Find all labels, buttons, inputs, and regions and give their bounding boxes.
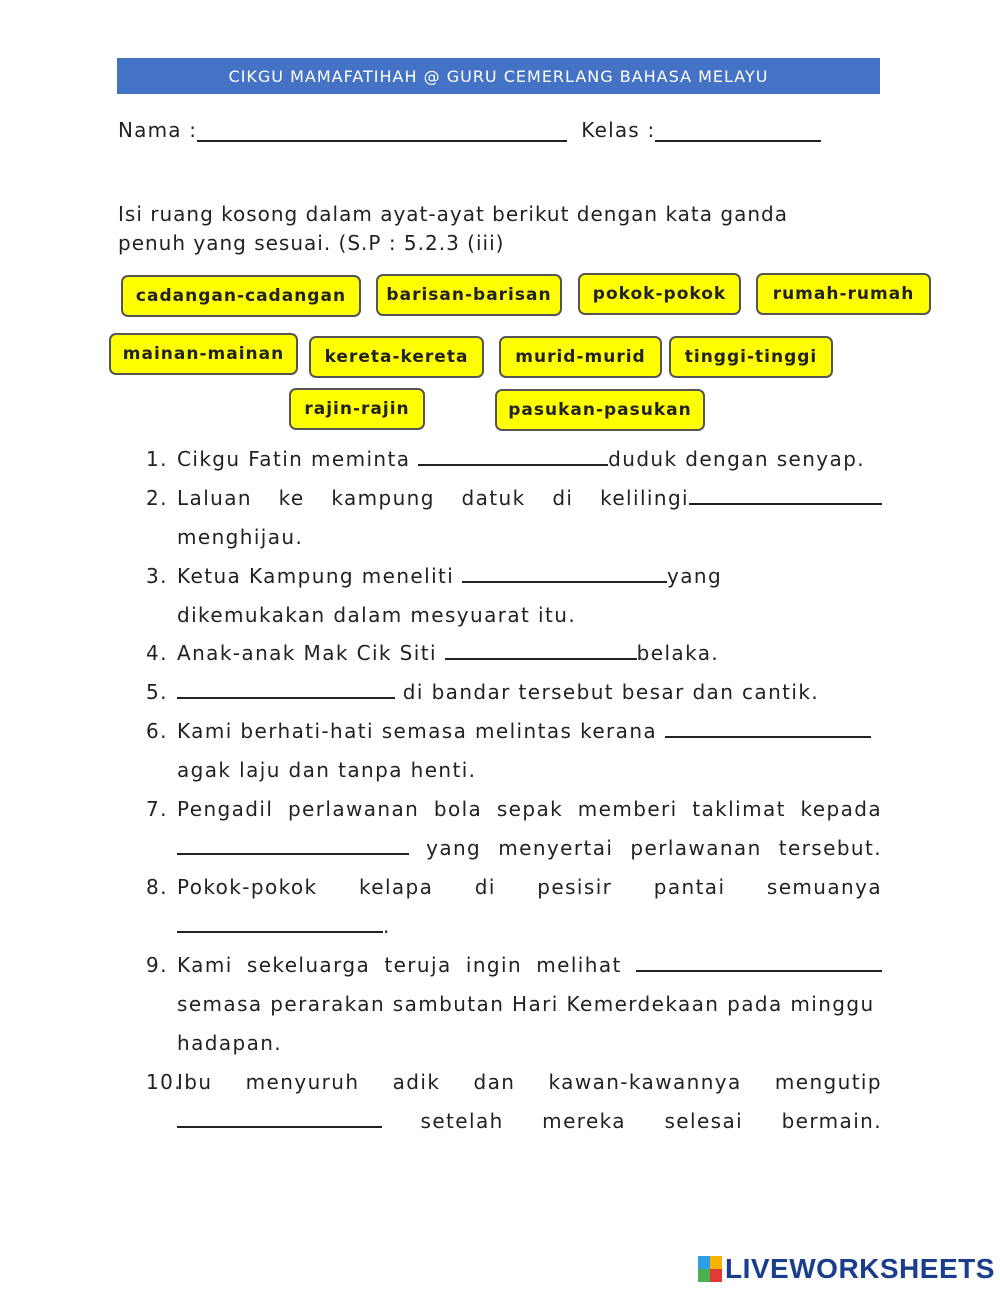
liveworksheets-logo <box>698 1252 995 1286</box>
kelas-input-line[interactable] <box>655 120 821 142</box>
question-text-before: Laluan ke kampung datuk di kelilingi <box>177 486 689 510</box>
student-info-row <box>118 118 821 142</box>
question-text-after: yang dikemukakan dalam mesyuarat itu. <box>177 564 723 627</box>
question-number: 6. <box>146 719 168 743</box>
question-text-after: menghijau. <box>177 525 304 549</box>
nama-input-line[interactable] <box>197 120 567 142</box>
answer-blank[interactable] <box>689 481 882 505</box>
question-text-before: Cikgu Fatin meminta <box>177 447 411 471</box>
question-item <box>146 790 882 868</box>
question-number: 7. <box>146 797 168 821</box>
question-item <box>146 946 882 1063</box>
kelas-label: Kelas : <box>581 118 656 142</box>
word-chip[interactable]: cadangan-cadangan <box>121 275 361 317</box>
question-item <box>146 634 882 673</box>
answer-blank[interactable] <box>462 559 667 583</box>
question-text-before: Anak-anak Mak Cik Siti <box>177 641 437 665</box>
nama-label: Nama : <box>118 118 198 142</box>
question-item <box>146 440 882 479</box>
question-number: 8. <box>146 875 168 899</box>
question-text-after: . <box>383 914 391 938</box>
word-chip[interactable]: rumah-rumah <box>756 273 931 315</box>
question-item <box>146 557 882 635</box>
question-text-before: Ketua Kampung meneliti <box>177 564 455 588</box>
question-number: 9. <box>146 953 168 977</box>
answer-blank[interactable] <box>665 714 871 738</box>
answer-blank[interactable] <box>177 831 409 855</box>
question-number: 3. <box>146 564 168 588</box>
question-item <box>146 868 882 946</box>
question-text-after: yang menyertai perlawanan tersebut. <box>426 836 883 860</box>
logo-mark-icon <box>698 1256 722 1282</box>
question-number: 2. <box>146 486 168 510</box>
question-number: 10. <box>146 1070 183 1094</box>
question-item <box>146 1063 882 1141</box>
word-chip[interactable]: barisan-barisan <box>376 274 562 316</box>
word-chip[interactable]: pasukan-pasukan <box>495 389 705 431</box>
question-text-after: di bandar tersebut besar dan cantik. <box>402 680 820 704</box>
question-text-before: Pengadil perlawanan bola sepak memberi taklimat kepada <box>177 797 882 821</box>
answer-blank[interactable] <box>177 1104 382 1128</box>
question-item <box>146 673 882 712</box>
header-banner: CIKGU MAMAFATIHAH @ GURU CEMERLANG BAHASA MELAYU <box>117 58 880 94</box>
logo-text: LIVEWORKSHEETS <box>725 1253 995 1284</box>
word-chip[interactable]: pokok-pokok <box>578 273 741 315</box>
question-number: 4. <box>146 641 168 665</box>
question-item <box>146 479 882 557</box>
question-text-before: Pokok-pokok kelapa di pesisir pantai semuanya <box>177 875 882 899</box>
question-text-after: semasa perarakan sambutan Hari Kemerdekaan pada minggu hadapan. <box>177 992 875 1055</box>
word-chip[interactable]: mainan-mainan <box>109 333 298 375</box>
question-text-after: setelah mereka selesai bermain. <box>420 1109 882 1133</box>
question-text-before: Kami berhati-hati semasa melintas kerana <box>177 719 658 743</box>
answer-blank[interactable] <box>636 948 882 972</box>
question-number: 1. <box>146 447 168 471</box>
answer-blank[interactable] <box>177 675 395 699</box>
word-chip[interactable]: tinggi-tinggi <box>669 336 833 378</box>
question-text-before: Kami sekeluarga teruja ingin melihat <box>177 953 622 977</box>
answer-blank[interactable] <box>177 909 383 933</box>
question-number: 5. <box>146 680 168 704</box>
question-text-after: duduk dengan senyap. <box>608 447 866 471</box>
word-chip[interactable]: murid-murid <box>499 336 662 378</box>
question-item <box>146 712 882 790</box>
question-text-before: Ibu menyuruh adik dan kawan-kawannya mengutip <box>177 1070 882 1094</box>
question-text-after: belaka. <box>636 641 720 665</box>
answer-blank[interactable] <box>418 442 608 466</box>
answer-blank[interactable] <box>445 636 637 660</box>
word-chip[interactable]: rajin-rajin <box>289 388 425 430</box>
instruction-text: Isi ruang kosong dalam ayat-ayat berikut dengan kata ganda penuh yang sesuai. (S.P : 5.2.3 (iii) <box>118 202 788 255</box>
question-text-after: agak laju dan tanpa henti. <box>177 758 477 782</box>
word-chip[interactable]: kereta-kereta <box>309 336 484 378</box>
